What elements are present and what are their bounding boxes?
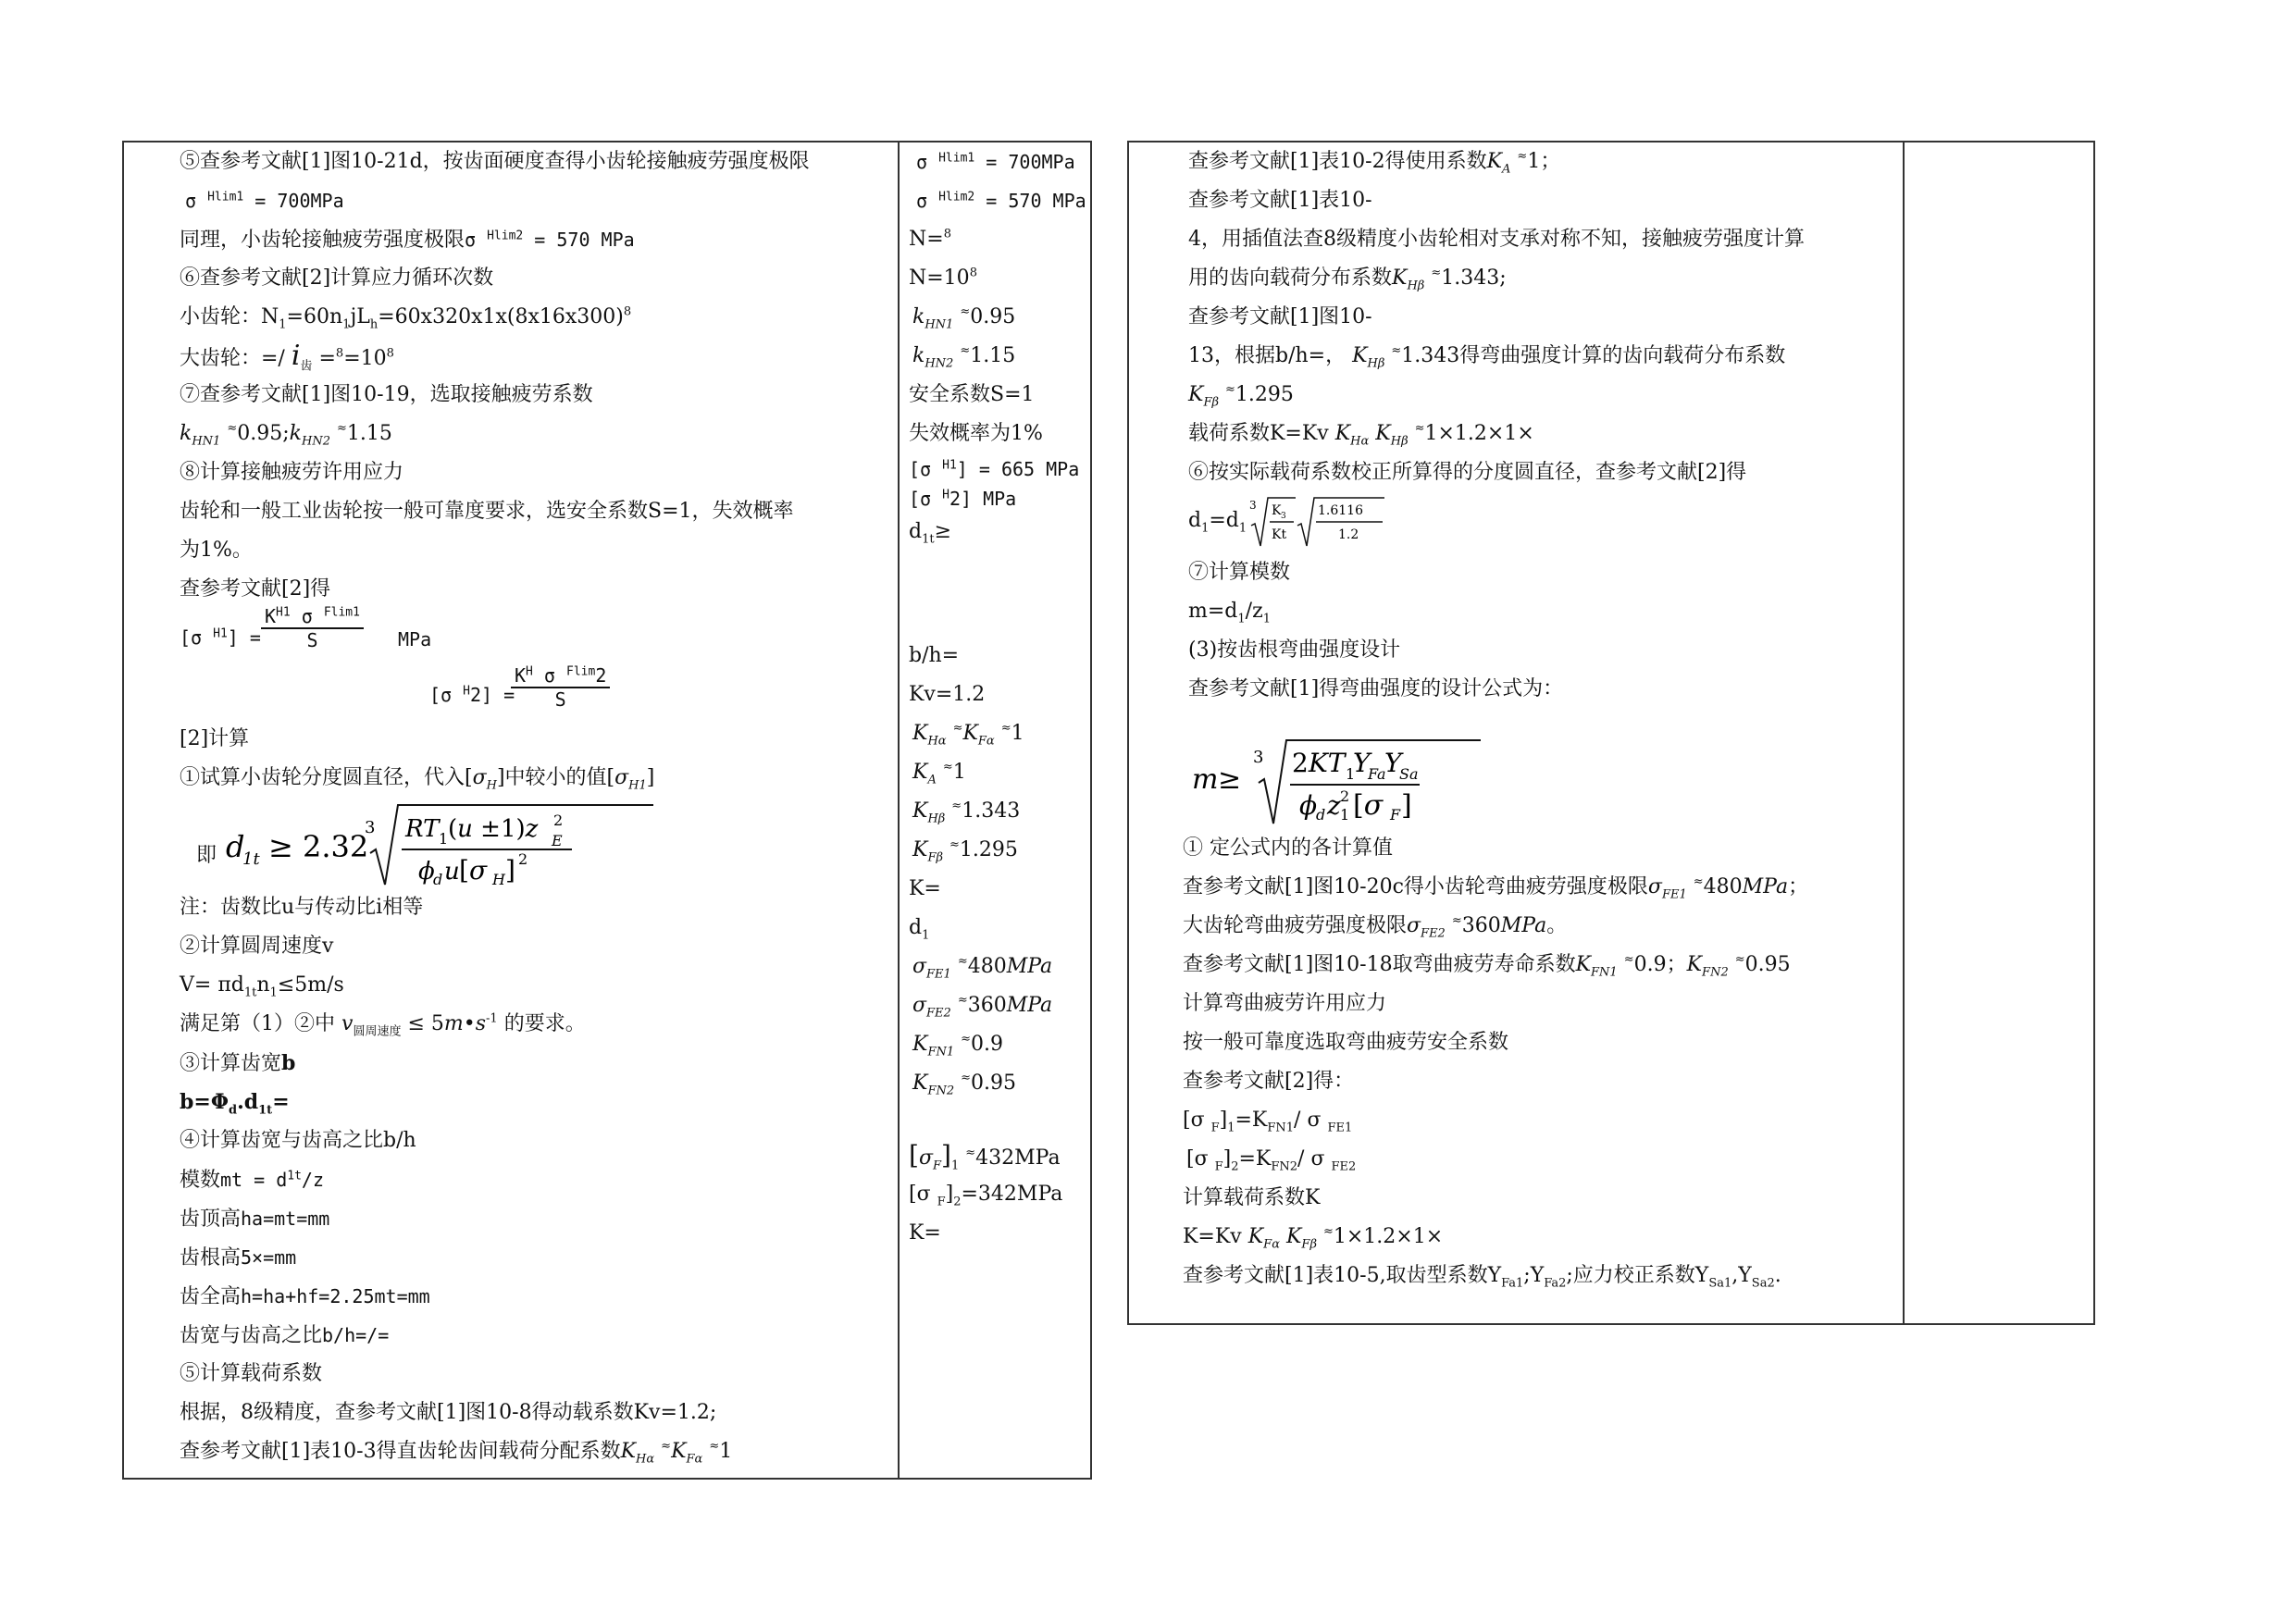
text-line: 查参考文献[1]表10-	[1188, 189, 1372, 212]
side-value: $d_1$	[909, 916, 930, 943]
svg-text:1: 1	[1346, 765, 1356, 783]
side-value: $[\sigma_F]_1$ ≈432MPa	[909, 1140, 1061, 1173]
text-line: [2]计算	[180, 727, 250, 750]
svg-text:2: 2	[553, 812, 564, 829]
text-line: 齿宽与齿高之比b/h=/=	[180, 1324, 390, 1347]
svg-text:K: K	[1272, 503, 1282, 518]
svg-text:Y: Y	[1353, 748, 1371, 778]
svg-text:(u ±1)z: (u ±1)z	[448, 815, 539, 843]
svg-text:1: 1	[1340, 806, 1350, 824]
text-line: 齿全高h=ha+hf=2.25mt=mm	[180, 1285, 430, 1308]
text-line: 模数mt = $d^{1t}/z$	[180, 1169, 325, 1192]
svg-text:1.2: 1.2	[1338, 527, 1359, 542]
svg-text:[σ: [σ	[459, 855, 488, 886]
svg-text:F: F	[1390, 806, 1401, 824]
svg-text:1.6116: 1.6116	[1318, 503, 1363, 518]
text-line: ⑧计算接触疲劳许用应力	[180, 461, 404, 484]
svg-text:2: 2	[518, 850, 528, 868]
text-line: 计算弯曲疲劳许用应力	[1183, 992, 1387, 1015]
svg-text:Sa: Sa	[1399, 765, 1419, 783]
text-line: 齿根高5×=mm	[180, 1246, 297, 1270]
text-line: 查参考文献[1]表10-2得使用系数$K_A$ ≈1；	[1188, 149, 1561, 177]
svg-text:ϕ: ϕ	[418, 858, 435, 886]
bending-formula	[1185, 735, 1481, 827]
svg-text:[σ: [σ	[1353, 789, 1384, 822]
svg-text:Kt: Kt	[1272, 527, 1287, 542]
formula-lhs: [σ $^{H1}$] =	[180, 626, 261, 649]
text-line: σ $^{Hlim1}$ = 700MPa	[185, 190, 344, 212]
side-value: b/h=	[909, 644, 960, 667]
side-value: [σ $^H$2] MPa	[909, 488, 1017, 510]
text-line: $m=d_1/z_1$	[1188, 600, 1271, 626]
text-line: 计算载荷系数K	[1183, 1186, 1321, 1209]
left-table	[122, 141, 1092, 1480]
svg-text:m: m	[1192, 763, 1219, 796]
svg-text:d: d	[226, 829, 245, 864]
text-line: 注：齿数比u与传动比i相等	[180, 896, 424, 919]
svg-text:2: 2	[1340, 787, 1350, 805]
text-line: ⑥按实际载荷系数校正所算得的分度圆直径，查参考文献[2]得	[1188, 461, 1747, 484]
text-line: 查参考文献[2]得	[180, 577, 331, 601]
text-line: [σ $_F]_1=K_{FN1}/$ σ $_{FE1}$	[1183, 1109, 1353, 1135]
side-value: $K_{F\beta}$ ≈1.295	[912, 837, 1018, 865]
text-line: $K_{F\beta}$ ≈1.295	[1188, 382, 1294, 410]
text-line: $b=\Phi_d.d_{1t}=$	[180, 1090, 290, 1118]
side-value: K=	[909, 877, 941, 900]
svg-text:u: u	[444, 858, 460, 886]
svg-text:3: 3	[365, 818, 376, 837]
svg-text:]: ]	[505, 855, 515, 886]
text-line: 齿顶高ha=mt=mm	[180, 1208, 330, 1231]
side-value: σ $^{Hlim2}$ = 570 MPa	[916, 190, 1086, 212]
formula-unit: MPa	[398, 628, 432, 650]
formula-fraction: $\frac{K^H \sigma ^{Flim}2}{S}$	[511, 664, 610, 711]
svg-text:3: 3	[1253, 748, 1264, 767]
text-line: 根据，8级精度，查参考文献[1]图10-8得动载系数Kv=1.2;	[180, 1401, 717, 1424]
text-line: ⑦计算模数	[1188, 561, 1291, 584]
side-value: $\sigma_{FE2}$ ≈360MPa	[912, 993, 1053, 1021]
text-line: 满足第（1）②中 $v_{圆周速度}$ ≤ $5m•s^{-1}$ 的要求。	[180, 1011, 586, 1039]
text-line: 查参考文献[1]图10-20c得小齿轮弯曲疲劳强度极限$\sigma_{FE1}$ ≈480MPa；	[1183, 874, 1809, 902]
svg-text:2KT: 2KT	[1292, 748, 1346, 778]
side-value: $K_A$ ≈1	[912, 760, 966, 787]
side-value: $K_{H\beta}$ ≈1.343	[912, 799, 1021, 826]
text-line: 同理，小齿轮接触疲劳强度极限σ $^{Hlim2}$ = 570 MPa	[180, 229, 635, 252]
right-table	[1127, 141, 2095, 1325]
text-line: 齿轮和一般工业齿轮按一般可靠度要求，选安全系数S=1，失效概率	[180, 500, 794, 523]
text-line: [σ $_F]_2=K_{FN2}/$ σ $_{FE2}$	[1186, 1147, 1357, 1174]
side-value: $K_{FN1}$ ≈0.9	[912, 1032, 1004, 1059]
text-line: 小齿轮：$N_1=60n_1jL_h=60x320x1x(8x16x300)^8$	[180, 304, 632, 332]
text-line: $k_{HN1}$ $^\approx 0.95;k_{HN2}$ ≈1.15	[180, 421, 392, 449]
svg-text:d: d	[1316, 806, 1326, 824]
left-table-divider	[898, 142, 900, 1478]
side-value: σ $^{Hlim1}$ = 700MPa	[916, 151, 1075, 173]
svg-text:1: 1	[439, 830, 449, 848]
text-line: $V= \pi d_{1t}n_1\le 5m/s$	[180, 973, 344, 1000]
side-value: 失效概率为1%	[909, 422, 1043, 445]
text-line: 查参考文献[1]图10-	[1188, 305, 1372, 328]
text-line: 载荷系数K=Kv $K_{H\alpha}$ $K_{H\beta}$ ≈1×1.2×1×	[1188, 421, 1534, 449]
text-line: 大齿轮：=/ $i_齿 =^8=10^8$	[180, 340, 394, 374]
formula-lhs: [σ $^H$2] =	[429, 684, 515, 706]
side-value: $K_{FN2}$ ≈0.95	[912, 1071, 1016, 1098]
text-line: 13，根据b/h=， $K_{H\beta}$ ≈1.343得弯曲强度计算的齿向载荷分布系数	[1188, 343, 1786, 371]
formula-prefix: 即	[196, 844, 217, 867]
svg-text:Fa: Fa	[1368, 765, 1386, 783]
svg-text:Y: Y	[1384, 748, 1402, 778]
text-line: ③计算齿宽b	[180, 1051, 296, 1075]
svg-text:RT: RT	[405, 815, 440, 843]
side-value: $K_{H\alpha}$ $^\approx K_{F\alpha}$ ≈1	[912, 721, 1024, 749]
d1t-formula	[217, 796, 661, 888]
side-value: 安全系数S=1	[909, 383, 1035, 406]
svg-text:H: H	[492, 871, 505, 888]
side-value: $k_{HN2}$ ≈1.15	[912, 343, 1016, 371]
text-line: 按一般可靠度选取弯曲疲劳安全系数	[1183, 1031, 1509, 1054]
svg-text:≥: ≥	[1218, 763, 1242, 796]
side-value: $N=10^8$	[909, 266, 977, 290]
side-value: $d_{1t}\ge$	[909, 520, 952, 547]
text-line: 大齿轮弯曲疲劳强度极限$\sigma_{FE2}$ ≈360MPa。	[1183, 913, 1568, 941]
text-line: 用的齿向载荷分布系数$K_{H\beta}$ ≈1.343;	[1188, 266, 1507, 293]
svg-text:1t: 1t	[242, 849, 260, 869]
text-line: 为1%。	[180, 539, 253, 562]
side-value: Kv=1.2	[909, 683, 986, 706]
side-value: K=	[909, 1221, 941, 1245]
svg-text:d: d	[433, 871, 443, 888]
side-value: [σ $_F]_2=342MPa$	[909, 1183, 1063, 1209]
text-line: ①试算小齿轮分度圆直径，代入$[\sigma_H]$中较小的值$[\sigma_{H1}]$	[180, 766, 655, 793]
text-line: K=Kv $K_{F\alpha}$ $K_{F\beta}$ ≈1×1.2×1×	[1183, 1224, 1444, 1252]
text-line: ⑤查参考文献[1]图10-21d，按齿面硬度查得小齿轮接触疲劳强度极限	[180, 150, 810, 173]
text-line: ⑤计算载荷系数	[180, 1362, 323, 1385]
side-value: $\sigma_{FE1}$ ≈480MPa	[912, 954, 1053, 982]
svg-text:ϕ: ϕ	[1299, 790, 1318, 821]
svg-text:≥ 2.32: ≥ 2.32	[268, 829, 369, 864]
side-value: $k_{HN1}$ ≈0.95	[912, 304, 1016, 332]
svg-text:z: z	[1327, 790, 1341, 821]
formula-fraction: $\frac{K^{H1} \sigma ^{Flim1}}{S}$	[261, 605, 364, 651]
text-line: ① 定公式内的各计算值	[1183, 836, 1393, 860]
svg-text:E: E	[552, 832, 563, 849]
text-line: 4，用插值法查8级精度小齿轮相对支承对称不知，接触疲劳强度计算	[1188, 228, 1805, 251]
text-line: 查参考文献[2]得：	[1183, 1070, 1355, 1093]
text-line: 查参考文献[1]表10-3得直齿轮齿间载荷分配系数$K_{H\alpha}$ $^\approx K_{F\alpha}$ ≈1	[180, 1439, 733, 1467]
svg-text:]: ]	[1401, 789, 1412, 822]
side-value: N=$^8$	[909, 227, 951, 251]
d1-correction-formula	[1247, 494, 1396, 550]
text-line: ②计算圆周速度v	[180, 935, 334, 958]
text-line: ④计算齿宽与齿高之比b/h	[180, 1129, 416, 1152]
right-table-divider	[1903, 142, 1905, 1323]
formula-prefix: $d_1=d_1$	[1188, 509, 1247, 536]
text-line: (3)按齿根弯曲强度设计	[1188, 638, 1401, 662]
text-line: ⑦查参考文献[1]图10-19，选取接触疲劳系数	[180, 383, 593, 406]
text-line: ⑥查参考文献[2]计算应力循环次数	[180, 266, 494, 290]
text-line: 查参考文献[1]图10-18取弯曲疲劳寿命系数$K_{FN1}$ ≈0.9；$K_{FN2}$ ≈0.95	[1183, 952, 1791, 980]
text-line: 查参考文献[1]得弯曲强度的设计公式为：	[1188, 677, 1564, 700]
svg-text:3: 3	[1281, 512, 1286, 521]
svg-text:3: 3	[1249, 499, 1257, 512]
side-value: [σ $^{H1}$] = 665 MPa	[909, 458, 1080, 480]
text-line: 查参考文献[1]表10-5,取齿型系数$Y_{Fa1};Y_{Fa2}$;应力校正系数$Y_{Sa1},Y_{Sa2}$.	[1183, 1264, 1781, 1291]
